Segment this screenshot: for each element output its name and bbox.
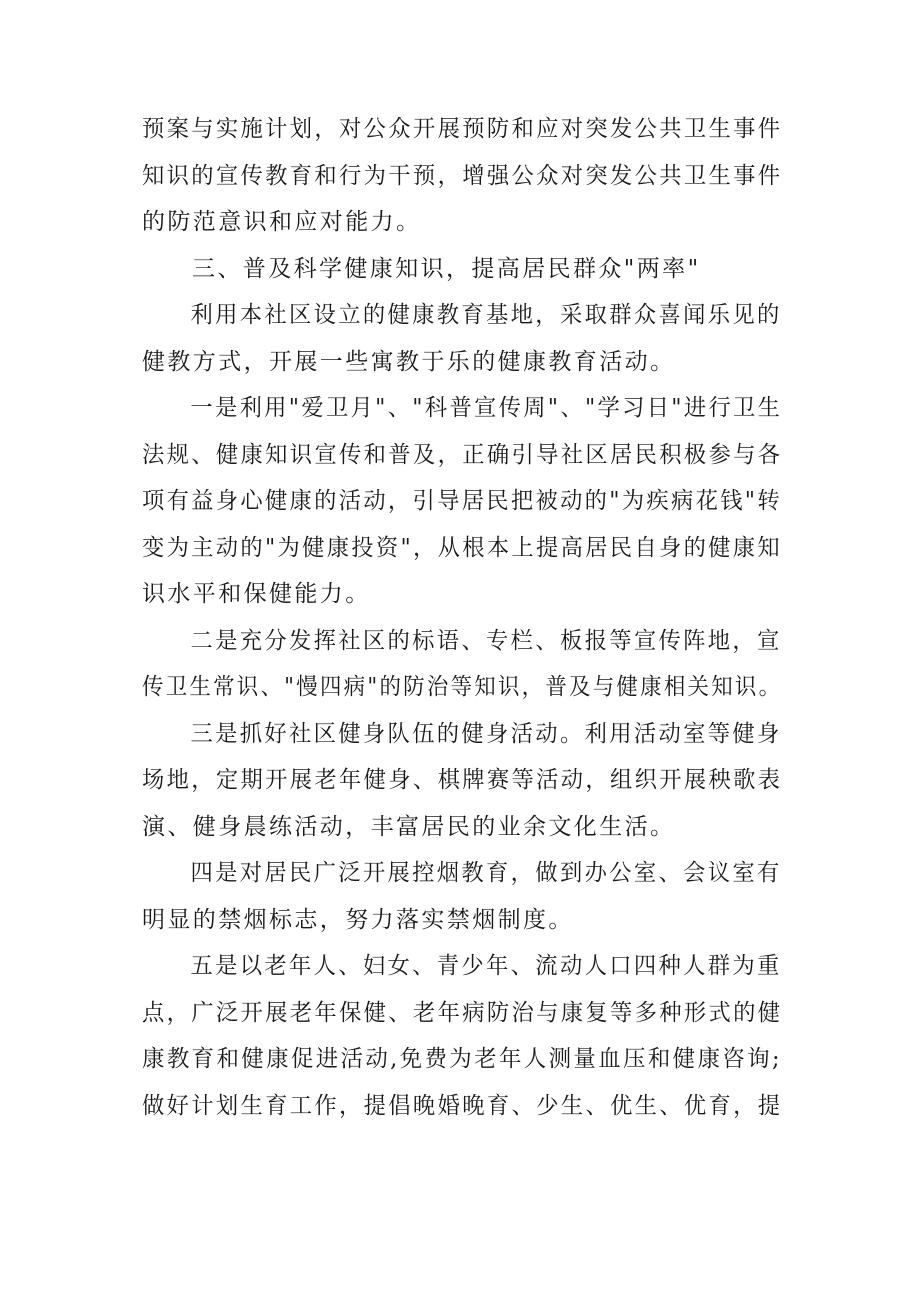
text-line: 做好计划生育工作，提倡晚婚晚育、少生、优生、优育，提 xyxy=(142,1092,783,1119)
text-line: 健教方式，开展一些寓教于乐的健康教育活动。 xyxy=(142,348,676,375)
document-body xyxy=(142,106,782,1129)
text-line: 三是抓好社区健身队伍的健身活动。利用活动室等健身 xyxy=(190,720,782,747)
paragraph xyxy=(142,292,782,385)
text-line: 预案与实施计划，对公众开展预防和应对突发公共卫生事件 xyxy=(142,116,783,142)
paragraph xyxy=(142,850,782,943)
paragraph xyxy=(142,711,782,851)
text-line: 三、普及科学健康知识，提高居民群众"两率" xyxy=(192,255,701,282)
paragraph xyxy=(142,385,782,618)
text-line: 一是利用"爱卫月"、"科普宣传周"、"学习日"进行卫生 xyxy=(190,395,783,421)
paragraph xyxy=(142,943,782,1129)
text-line: 演、健身晨练活动，丰富居民的业余文化生活。 xyxy=(142,813,676,840)
text-line: 场地，定期开展老年健身、棋牌赛等活动，组织开展秧歌表 xyxy=(142,767,783,793)
text-line: 变为主动的"为健康投资"，从根本上提高居民自身的健康知 xyxy=(142,534,782,561)
text-line: 五是以老年人、妇女、青少年、流动人口四种人群为重 xyxy=(190,953,782,979)
text-line: 康教育和健康促进活动,免费为老年人测量血压和健康咨询; xyxy=(142,1046,782,1072)
text-line: 的防范意识和应对能力。 xyxy=(142,209,422,235)
text-line: 点，广泛开展老年保健、老年病防治与康复等多种形式的健 xyxy=(142,999,783,1026)
text-line: 项有益身心健康的活动，引导居民把被动的"为疾病花钱"转 xyxy=(142,488,782,514)
text-line: 二是充分发挥社区的标语、专栏、板报等宣传阵地，宣 xyxy=(190,627,782,654)
paragraph xyxy=(142,106,782,246)
text-line: 四是对居民广泛开展控烟教育，做到办公室、会议室有 xyxy=(190,860,782,886)
paragraph xyxy=(142,618,782,711)
paragraph xyxy=(142,246,782,293)
text-line: 法规、健康知识宣传和普及，正确引导社区居民积极参与各 xyxy=(142,441,783,468)
text-line: 知识的宣传教育和行为干预，增强公众对突发公共卫生事件 xyxy=(142,162,783,189)
text-line: 传卫生常识、"慢四病"的防治等知识，普及与健康相关知识。 xyxy=(142,674,783,700)
text-line: 利用本社区设立的健康教育基地，采取群众喜闻乐见的 xyxy=(190,302,782,328)
text-line: 明显的禁烟标志，努力落实禁烟制度。 xyxy=(142,906,574,933)
text-line: 识水平和保健能力。 xyxy=(142,581,371,607)
